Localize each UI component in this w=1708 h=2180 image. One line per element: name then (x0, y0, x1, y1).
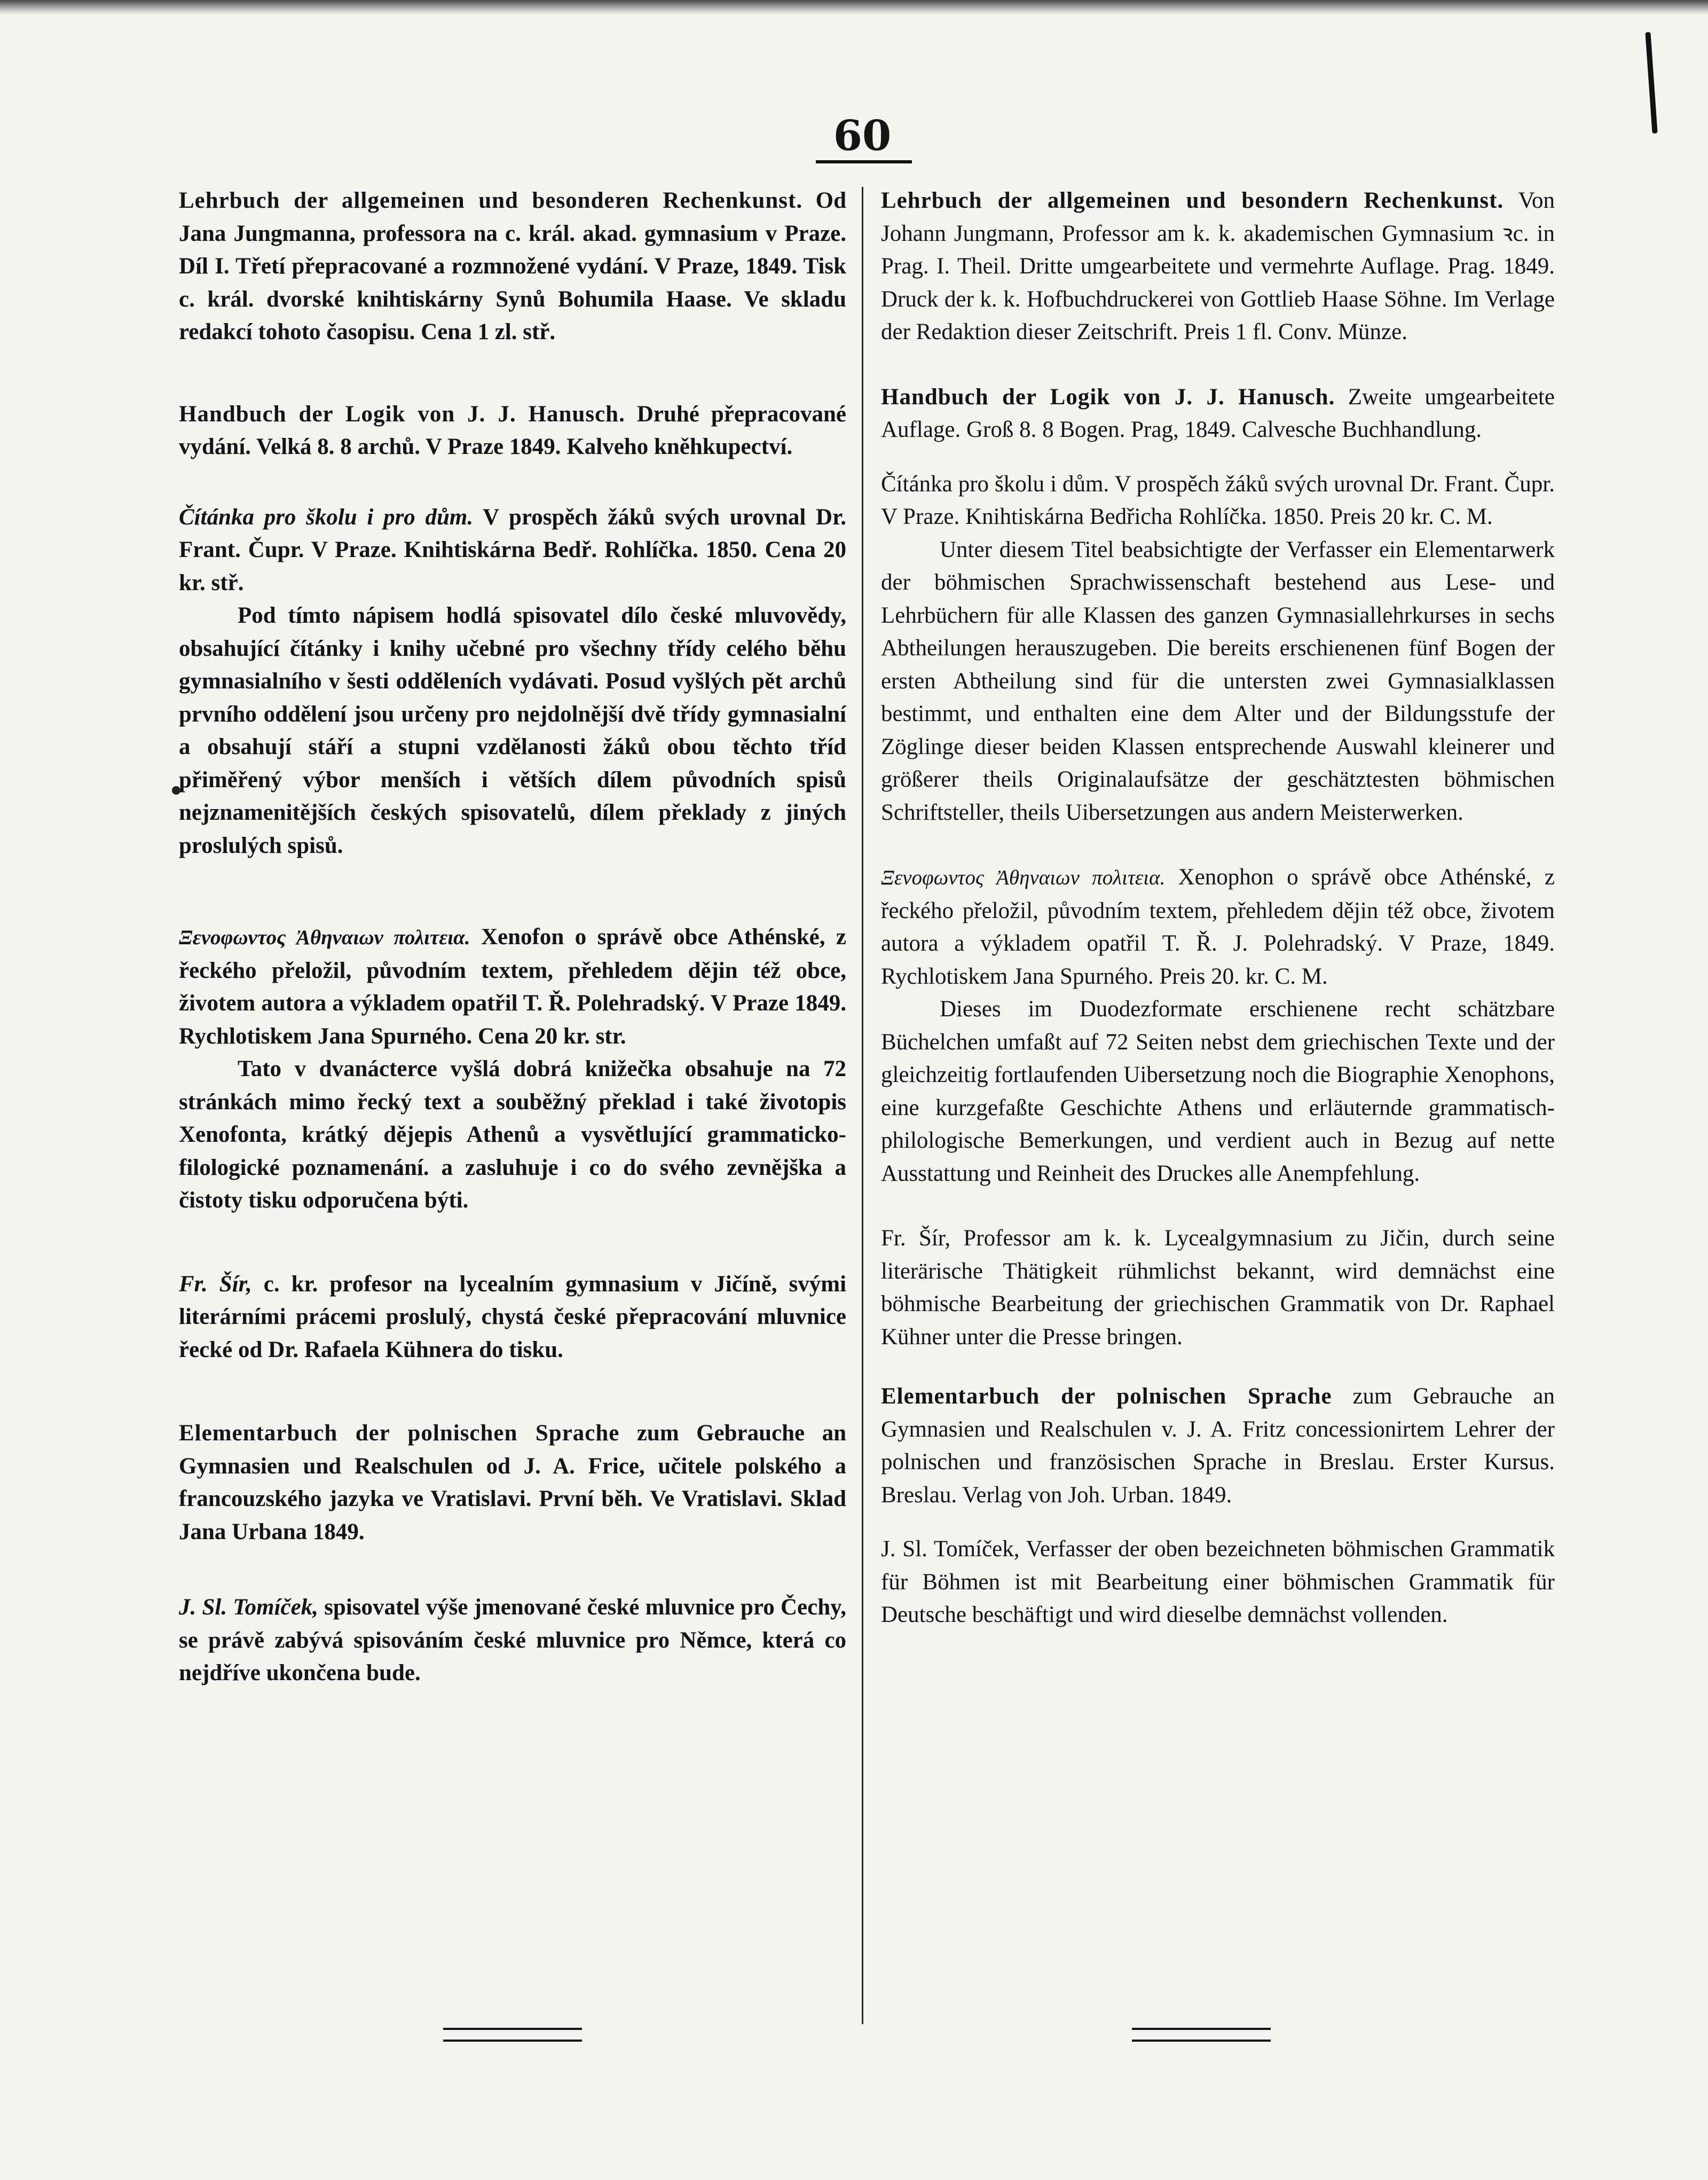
entry-text: c. kr. profesor na lycealním gymnasium v Jičíně, svými literárními prácemi proslulý, chystá české přepracování mluvnice řecké od Dr. Rafaela Kühnera do tisku. (179, 1271, 847, 1362)
entry-title: Handbuch der Logik von J. J. Hanusch. (881, 384, 1335, 410)
entry-logik-de (881, 381, 1555, 446)
entry-title: Elementarbuch der polnischen Sprache (179, 1421, 620, 1446)
entry-rechenkunst-cz (179, 184, 846, 349)
entry-title: Čítánka pro školu i pro dům. (179, 504, 474, 530)
entry-title: Lehrbuch der allgemeinen und besonderen Rechenkunst. (179, 188, 803, 213)
end-rule-left (443, 2028, 582, 2042)
entry-title: Ξενοφωντος Ἀθηναιων πολιτεια. (881, 866, 1166, 889)
page-number-rule (816, 160, 912, 163)
entry-sir-cz (179, 1268, 846, 1367)
entry-text: Von Johann Jungmann, Professor am k. k. akademischen Gymnasium ꝛc. in Prag. I. Theil. Dritte umgearbeitete und vermehrte Auflage. Prag. 1849. Druck der k. k. Hofbuchdruckerei von Gottlieb Haase Söhne. Im Verlage der Redaktion dieser Zeitschrift. Preis 1 fl. Conv. Münze. (881, 188, 1555, 344)
entry-paragraph: Tato v dvanácterce vyšlá dobrá knižečka obsahuje na 72 stránkách mimo řecký text a souběžný překlad i také životopis Xenofonta, krátký dějepis Athenů a vysvětlující grammaticko-filologické poznamenání. a zasluhuje i co do svého zevnějška a čistoty tisku odporučena býti. (179, 1056, 846, 1213)
entry-tomicek-de (881, 1533, 1555, 1632)
entry-elementarbuch-cz (179, 1417, 846, 1548)
entry-text: Xenophon o správě obce Athénské, z řeckého přeložil, původním textem, přehledem dějin též obce, životem autora a výkladem opatřil T. Ř. J. Polehradský. V Praze, 1849. Rychlotiskem Jana Spurného. Preis 20. kr. C. M. (881, 865, 1555, 989)
entry-title: Elementarbuch der polnischen Sprache (881, 1384, 1332, 1409)
scan-top-edge (0, 0, 1708, 15)
entry-paragraph: Unter diesem Titel beabsichtigte der Verfasser ein Elementarwerk der böhmischen Sprachwissenschaft bestehend aus Lese- und Lehrbüchern für alle Klassen des ganzen Gymnasiallehrkurses in sechs Abtheilungen herauszugeben. Die bereits erschienenen fünf Bogen der ersten Abtheilung sind für die untersten zwei Gymnasialklassen bestimmt, und enthalten eine dem Alter und der Bildungsstufe der Zöglinge dieser beiden Klassen entsprechende Auswahl kleinerer und größerer theils Originalaufsätze der geschätztesten böhmischen Schriftsteller, theils Uibersetzungen aus andern Meisterwerken. (881, 537, 1555, 825)
entry-title: J. Sl. Tomíček, (881, 1536, 1020, 1562)
entry-sir-de (881, 1222, 1555, 1353)
german-column (881, 184, 1555, 1632)
entry-title: Fr. Šír, (179, 1271, 252, 1297)
entry-text: Professor am k. k. Lycealgymnasium zu Jičin, durch seine literärische Thätigkeit rühmlichst bekannt, wird demnächst eine böhmische Bearbeitung der griechischen Grammatik von Dr. Raphael Kühner unter die Presse bringen. (881, 1226, 1555, 1350)
czech-column (179, 184, 846, 1690)
entry-title: J. Sl. Tomíček, (179, 1595, 318, 1620)
margin-mark (1645, 32, 1657, 134)
entry-text: Verfasser der oben bezeichneten böhmischen Grammatik für Böhmen ist mit Bearbeitung einer böhmischen Grammatik für Deutsche beschäftigt und wird dieselbe demnächst vollenden. (881, 1536, 1555, 1627)
entry-elementarbuch-de (881, 1380, 1555, 1511)
entry-text: Zweite umgearbeitete Auflage. Groß 8. 8 Bogen. Prag, 1849. Calvesche Buchhandlung. (881, 384, 1555, 442)
entry-title: Fr. Šír, (881, 1226, 951, 1251)
entry-paragraph: Pod tímto nápisem hodlá spisovatel dílo české mluvovědy, obsahující čítánky i knihy učebné pro všechny třídy celého běhu gymnasialního v šesti odděleních vydávati. Posud vyšlých pět archů prvního oddělení jsou určeny pro nejdolnější dvě třídy gymnasialní a obsahují stáří a stupni vzdělanosti žáků obou těchto tříd přiměřený výbor menších i větších dílem původních spisů nejznamenitějších českých spisovatelů, dílem překlady z jiných proslulých spisů. (179, 603, 846, 858)
entry-title: Handbuch der Logik von J. J. Hanusch. (179, 401, 625, 427)
entry-title: Čítánka pro školu i dům. (881, 471, 1109, 497)
entry-text: zum Gebrauche an Gymnasien und Realschulen v. J. A. Fritz concessionirtem Lehrer der polnischen und französischen Sprache in Breslau. Erster Kursus. Breslau. Verlag von Joh. Urban. 1849. (881, 1384, 1555, 1508)
entry-citanka-cz (179, 501, 846, 862)
entry-tomicek-cz (179, 1591, 846, 1690)
end-rule-right (1132, 2028, 1271, 2042)
entry-text: zum Gebrauche an Gymnasien und Realschulen od J. A. Frice, učitele polského a francouzského jazyka ve Vratislavi. První běh. Ve Vratislavi. Sklad Jana Urbana 1849. (179, 1421, 846, 1544)
entry-title: Ξενοφωντος Ἀθηναιων πολιτεια. (179, 926, 470, 949)
entry-citanka-de (881, 468, 1555, 829)
entry-text: Xenofon o správě obce Athénské, z řeckého přeložil, původním textem, přehledem dějin též obce, životem autora a výkladem opatřil T. Ř. Polehradský. V Praze 1849. Rychlotiskem Jana Spurného. Cena 20 kr. str. (179, 924, 847, 1049)
entry-xenofon-de (881, 861, 1555, 1190)
entry-logik-cz (179, 398, 846, 464)
entry-text: spisovatel výše jmenované české mluvnice pro Čechy, se právě zabývá spisováním české mluvnice pro Němce, která co nejdříve ukončena bude. (179, 1595, 847, 1685)
entry-text: V prospěch žáků svých urovnal Dr. Frant. Čupr. V Praze. Knihtiskárna Bedřicha Rohlíčka. 1850. Preis 20 kr. C. M. (881, 471, 1555, 529)
entry-title: Lehrbuch der allgemeinen und besondern Rechenkunst. (881, 188, 1504, 213)
entry-text: V prospěch žáků svých urovnal Dr. Frant. Čupr. V Praze. Knihtiskárna Bedř. Rohlíčka. 1850. Cena 20 kr. stř. (179, 504, 846, 595)
page-number: 60 (833, 112, 892, 160)
column-divider (862, 187, 863, 2024)
entry-xenofon-cz (179, 921, 846, 1217)
entry-text: Od Jana Jungmanna, professora na c. král. akad. gymnasium v Praze. Díl I. Třetí přepracované a rozmnožené vydání. V Praze, 1849. Tisk c. král. dvorské knihtiskárny Synů Bohumila Haase. Ve skladu redakcí tohoto časopisu. Cena 1 zl. stř. (179, 188, 846, 344)
entry-rechenkunst-de (881, 184, 1555, 349)
entry-text: Druhé přepracované vydání. Velká 8. 8 archů. V Praze 1849. Kalveho kněhkupectví. (179, 401, 846, 459)
entry-paragraph: Dieses im Duodezformate erschienene recht schätzbare Büchelchen umfaßt auf 72 Seiten nebst dem griechischen Texte und der gleichzeitig fortlaufenden Uibersetzung noch die Biographie Xenophons, eine kurzgefaßte Geschichte Athens und erläuternde grammatisch-philologische Bemerkungen, und verdient auch in Bezug auf nette Ausstattung und Reinheit des Druckes alle Anempfehlung. (881, 997, 1555, 1186)
